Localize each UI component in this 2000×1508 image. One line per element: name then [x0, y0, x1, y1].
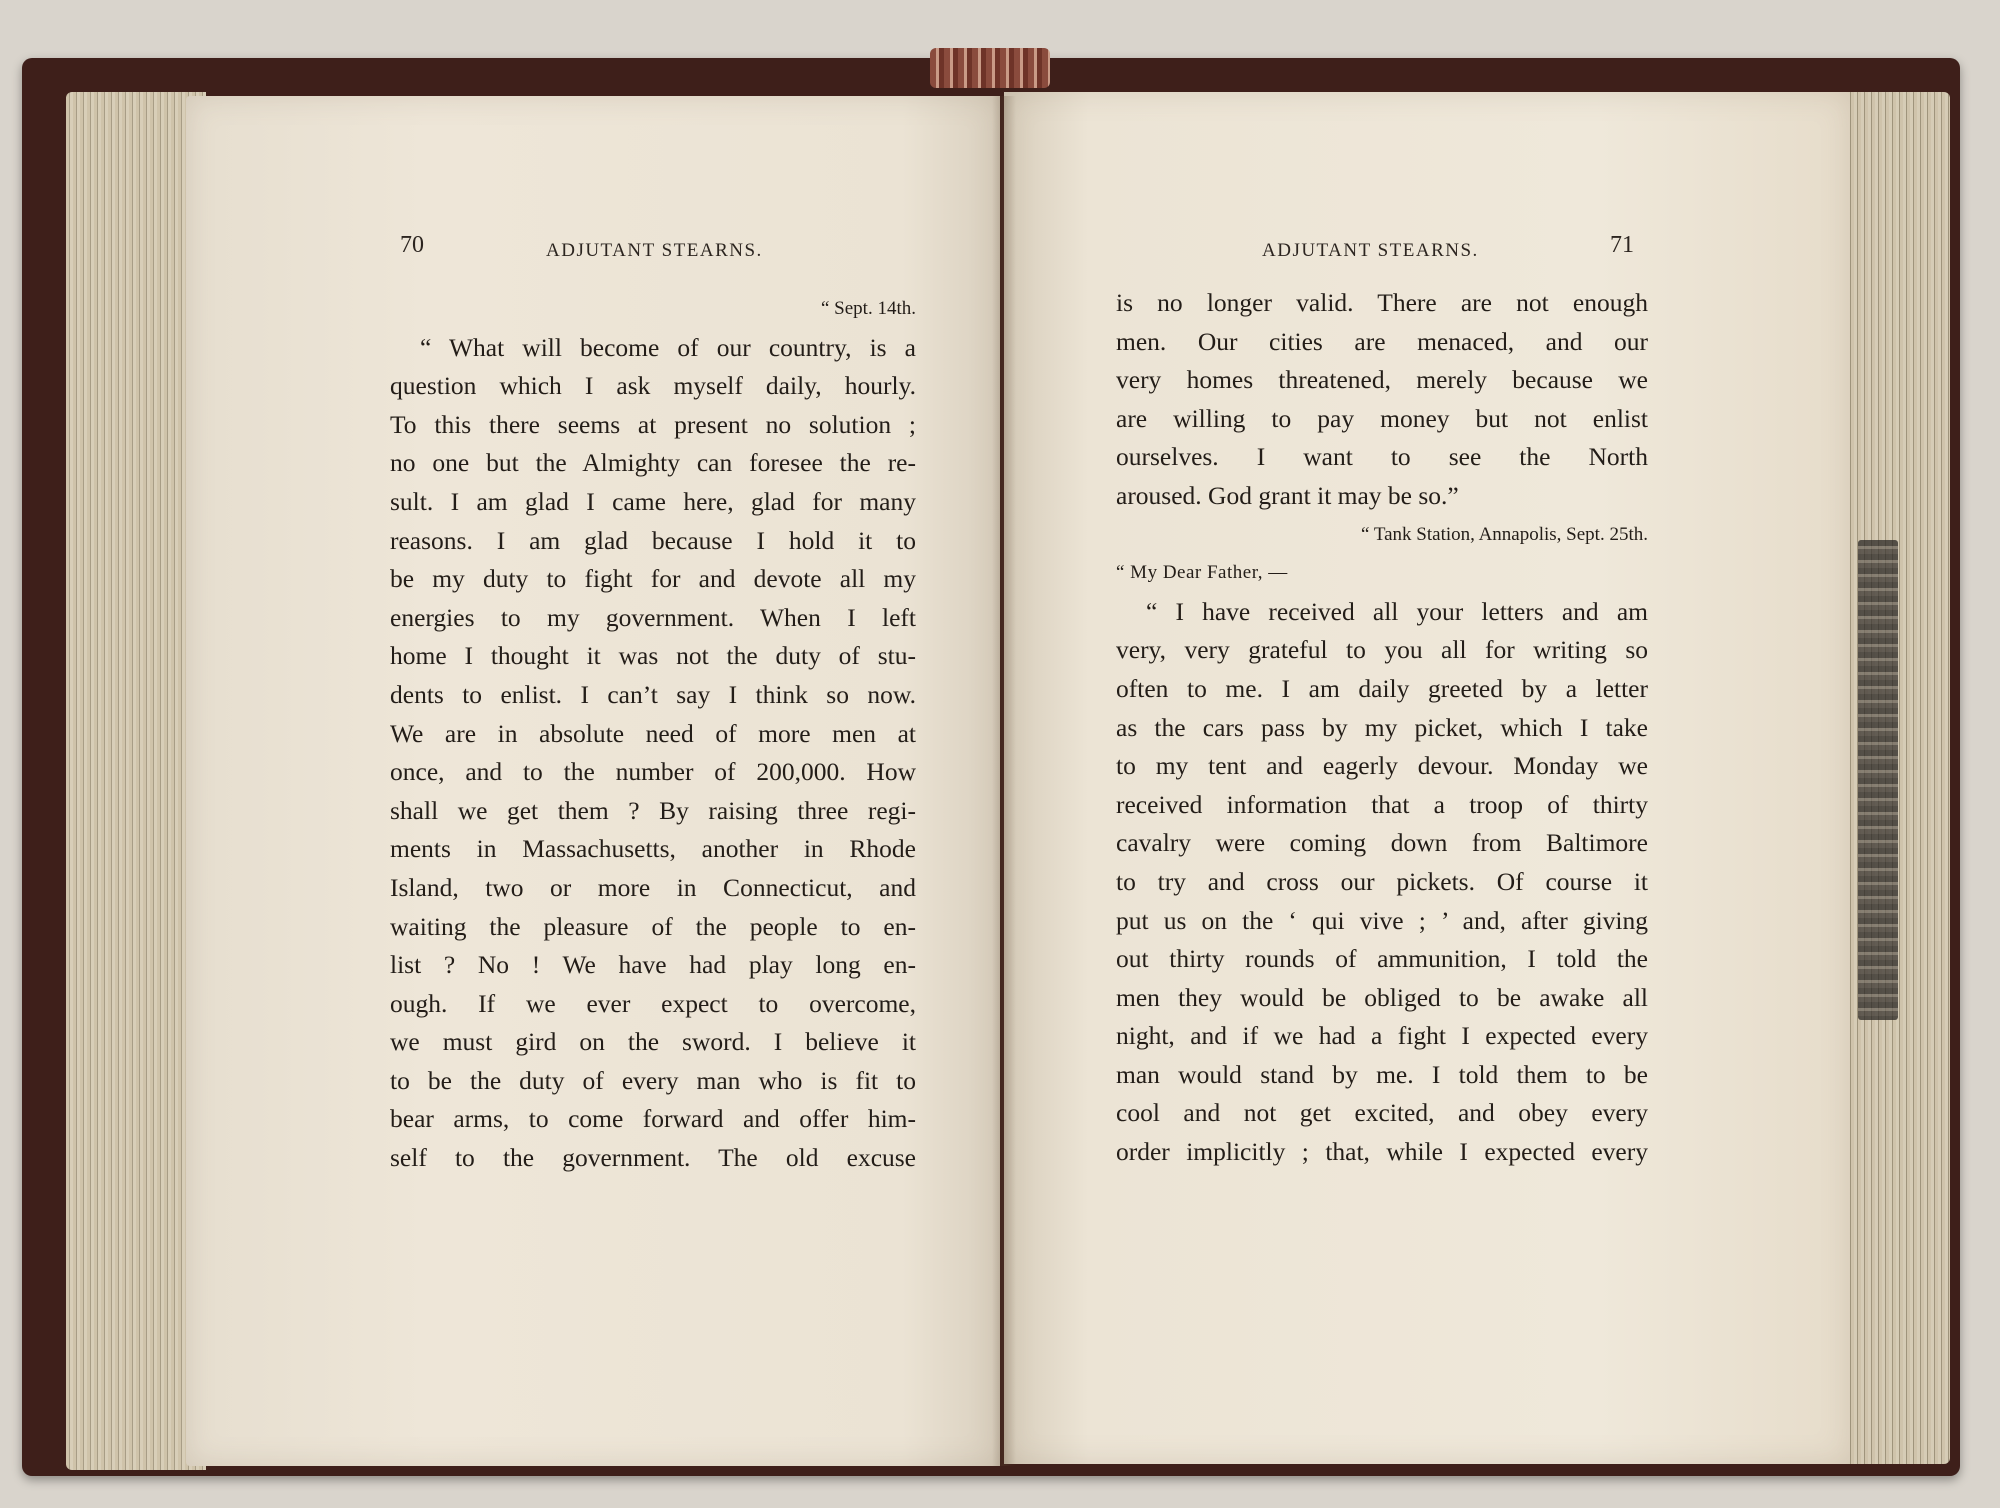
dateline: “ Sept. 14th. — [821, 298, 916, 319]
dateline: “ Tank Station, Annapolis, Sept. 25th. — [1360, 523, 1648, 545]
text-line: “ I have received all your letters and am — [1146, 596, 1648, 626]
text-line: dents to enlist. I can’t say I think so now. — [390, 679, 916, 709]
text-line: reasons. I am glad because I hold it to — [390, 525, 916, 555]
text-line: waiting the pleasure of the people to en- — [390, 911, 916, 941]
right-running-head: ADJUTANT STEARNS. — [1262, 240, 1479, 261]
salutation: “ My Dear Father, — — [1116, 562, 1288, 584]
left-page-number: 70 — [400, 232, 424, 258]
text-line: to try and cross our pickets. Of course it — [1116, 866, 1648, 896]
text-line: to my tent and eagerly devour. Monday we — [1116, 751, 1648, 781]
edge-smudge — [1858, 540, 1898, 1020]
text-line: ourselves. I want to see the North — [1116, 442, 1648, 472]
text-line: men. Our cities are menaced, and our — [1116, 326, 1648, 356]
text-line: very, very grateful to you all for writing so — [1116, 635, 1648, 665]
text-line: “ What will become of our country, is a — [420, 332, 916, 362]
text-line: once, and to the number of 200,000. How — [390, 757, 916, 787]
text-line: aroused. God grant it may be so.” — [1116, 480, 1459, 510]
text-line: cool and not get excited, and obey every — [1116, 1098, 1648, 1128]
text-line: very homes threatened, merely because we — [1116, 365, 1648, 395]
text-line: ments in Massachusetts, another in Rhode — [390, 834, 916, 864]
text-line: out thirty rounds of ammunition, I told the — [1116, 944, 1648, 974]
text-line: Island, two or more in Connecticut, and — [390, 872, 916, 902]
text-line: order implicitly ; that, while I expected every — [1116, 1137, 1648, 1167]
text-line: often to me. I am daily greeted by a letter — [1116, 673, 1648, 703]
text-line: list ? No ! We have had play long en- — [390, 950, 916, 980]
text-line: shall we get them ? By raising three regi- — [390, 795, 916, 825]
text-line: We are in absolute need of more men at — [390, 718, 916, 748]
text-line: night, and if we had a fight I expected every — [1116, 1021, 1648, 1051]
text-line: question which I ask myself daily, hourly. — [390, 371, 916, 401]
text-line: bear arms, to come forward and offer him- — [390, 1104, 916, 1134]
text-line: self to the government. The old excuse — [390, 1143, 916, 1173]
spine-headband — [930, 48, 1050, 88]
text-line: energies to my government. When I left — [390, 602, 916, 632]
text-line: as the cars pass by my picket, which I take — [1116, 712, 1648, 742]
text-line: man would stand by me. I told them to be — [1116, 1059, 1648, 1089]
left-running-head: ADJUTANT STEARNS. — [546, 240, 763, 261]
right-page-number: 71 — [1610, 232, 1634, 258]
text-line: cavalry were coming down from Baltimore — [1116, 828, 1648, 858]
text-line: received information that a troop of thirty — [1116, 789, 1648, 819]
text-line: no one but the Almighty can foresee the re- — [390, 448, 916, 478]
text-line: be my duty to fight for and devote all my — [390, 564, 916, 594]
text-line: to be the duty of every man who is fit to — [390, 1065, 916, 1095]
text-line: put us on the ‘ qui vive ; ’ and, after giving — [1116, 905, 1648, 935]
left-page-edges — [66, 92, 206, 1470]
right-page-text — [1116, 284, 1648, 1172]
left-page-text — [390, 290, 916, 1178]
text-line: home I thought it was not the duty of stu- — [390, 641, 916, 671]
text-line: we must gird on the sword. I believe it — [390, 1027, 916, 1057]
text-line: men they would be obliged to be awake all — [1116, 982, 1648, 1012]
text-line: is no longer valid. There are not enough — [1116, 288, 1648, 317]
gutter-shadow — [992, 96, 1016, 1466]
text-line: ough. If we ever expect to overcome, — [390, 988, 916, 1018]
text-line: To this there seems at present no solution ; — [390, 409, 916, 439]
text-line: are willing to pay money but not enlist — [1116, 403, 1648, 433]
text-line: sult. I am glad I came here, glad for many — [390, 486, 916, 516]
